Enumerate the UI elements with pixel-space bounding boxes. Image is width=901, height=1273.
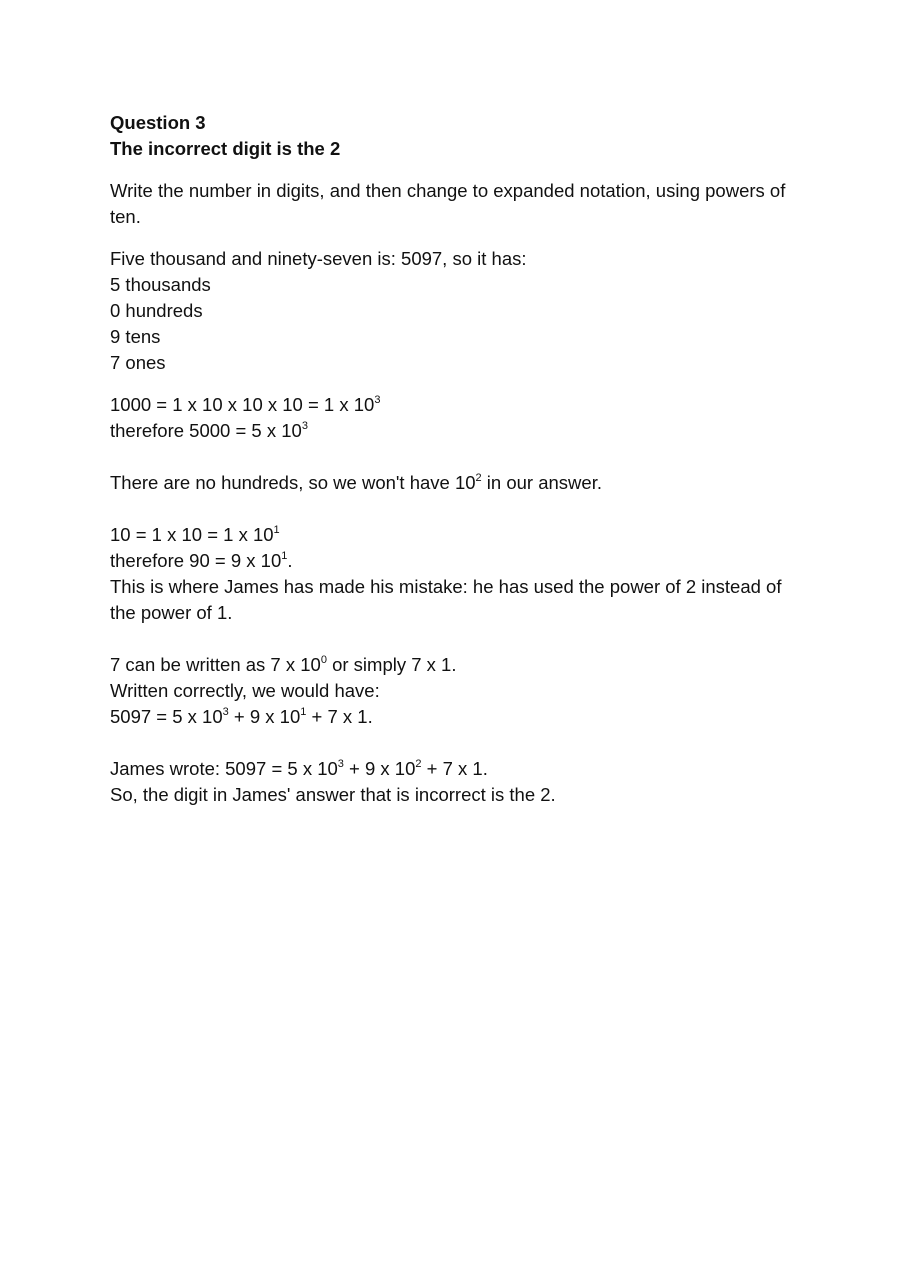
breakdown-intro: Five thousand and ninety-seven is: 5097, so it has:	[110, 248, 527, 269]
tens-working	[110, 522, 800, 626]
answer-heading: The incorrect digit is the 2	[110, 138, 341, 159]
spacer	[110, 626, 800, 652]
exponent: 1	[281, 549, 288, 562]
exponent: 3	[374, 393, 381, 406]
hundreds-note-before: There are no hundreds, so we won't have 10	[110, 472, 476, 493]
ones-line-1	[110, 652, 800, 678]
ones-working	[110, 652, 800, 730]
instruction-paragraph: Write the number in digits, and then change to expanded notation, using powers of ten.	[110, 180, 786, 227]
breakdown-tens: 9 tens	[110, 326, 161, 347]
correct-expansion-part-a: 5097 = 5 x 10	[110, 706, 223, 727]
thousands-line-1	[110, 392, 800, 418]
ones-line-1-end: or simply 7 x 1.	[326, 654, 457, 675]
exponent: 1	[273, 523, 280, 536]
mistake-explanation: This is where James has made his mistake: he has used the power of 2 instead of the power of 1.	[110, 576, 782, 623]
spacer	[110, 730, 800, 756]
exponent: 2	[415, 757, 422, 770]
document-content	[110, 110, 800, 808]
exponent: 3	[301, 419, 308, 432]
correct-expansion-part-c: + 7 x 1.	[306, 706, 373, 727]
hundreds-note-line	[110, 470, 800, 496]
tens-line-2-end: .	[287, 550, 293, 571]
james-wrote-part-a: James wrote: 5097 = 5 x 10	[110, 758, 338, 779]
thousands-line-2	[110, 418, 800, 444]
james-wrote-part-b: + 9 x 10	[343, 758, 416, 779]
exponent: 1	[300, 705, 307, 718]
hundreds-note	[110, 470, 800, 496]
james-wrote-part-c: + 7 x 1.	[421, 758, 488, 779]
correct-expansion	[110, 704, 800, 730]
exponent: 2	[475, 471, 482, 484]
thousands-line-2-text: therefore 5000 = 5 x 10	[110, 420, 302, 441]
spacer	[110, 444, 800, 470]
james-answer-section	[110, 756, 800, 808]
tens-line-2-text: therefore 90 = 9 x 10	[110, 550, 282, 571]
question-heading: Question 3	[110, 112, 206, 133]
thousands-line-1-text: 1000 = 1 x 10 x 10 x 10 = 1 x 10	[110, 394, 375, 415]
place-value-breakdown	[110, 246, 800, 376]
thousands-working	[110, 392, 800, 444]
breakdown-ones: 7 ones	[110, 352, 166, 373]
ones-line-2: Written correctly, we would have:	[110, 680, 380, 701]
exponent: 0	[320, 653, 327, 666]
hundreds-note-after: in our answer.	[481, 472, 602, 493]
tens-line-1	[110, 522, 800, 548]
spacer	[110, 496, 800, 522]
ones-line-1-text: 7 can be written as 7 x 10	[110, 654, 321, 675]
tens-line-2	[110, 548, 800, 574]
breakdown-hundreds: 0 hundreds	[110, 300, 203, 321]
exponent: 3	[337, 757, 344, 770]
conclusion: So, the digit in James' answer that is incorrect is the 2.	[110, 784, 556, 805]
tens-line-1-text: 10 = 1 x 10 = 1 x 10	[110, 524, 274, 545]
correct-expansion-part-b: + 9 x 10	[228, 706, 301, 727]
breakdown-thousands: 5 thousands	[110, 274, 211, 295]
james-wrote-line	[110, 756, 800, 782]
exponent: 3	[222, 705, 229, 718]
